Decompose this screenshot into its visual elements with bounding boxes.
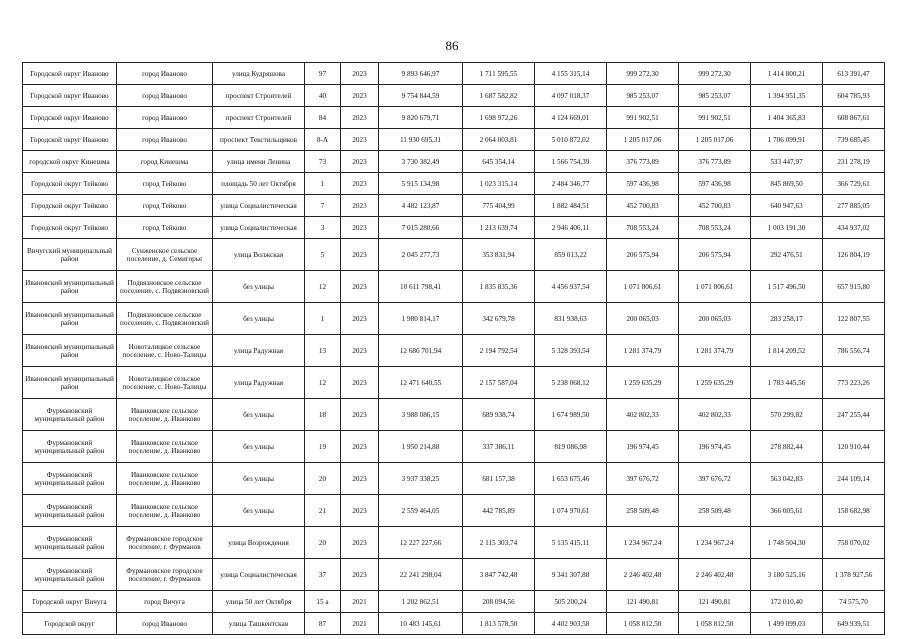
amount-col5-cell: 1 205 017,06 [679,129,751,151]
amount-col6-cell: 1 394 951,35 [751,85,823,107]
amount-col3-cell: 2 946 406,11 [535,217,607,239]
amount-col7-cell: 244 109,14 [823,463,885,495]
house-number-cell: 7 [305,195,341,217]
municipality-cell: Городской округ Иваново [23,107,117,129]
amount-total-cell: 11 930 695,31 [379,129,463,151]
municipality-cell: городской округ Кинешма [23,151,117,173]
amount-col3-cell: 831 938,63 [535,303,607,335]
amount-col7-cell: 120 910,44 [823,431,885,463]
street-cell: проспект Строителей [213,85,305,107]
amount-col4-cell: 121 490,81 [607,591,679,613]
year-cell: 2023 [341,63,379,85]
amount-col7-cell: 366 729,61 [823,173,885,195]
amount-col5-cell: 1 234 967,24 [679,527,751,559]
amount-col5-cell: 1 259 635,29 [679,367,751,399]
amount-col5-cell: 206 575,94 [679,239,751,271]
amount-col2-cell: 1 687 582,82 [463,85,535,107]
amount-col3-cell: 5 238 068,12 [535,367,607,399]
table-row [23,335,885,367]
settlement-cell: город Тейково [117,173,213,195]
amount-col2-cell: 208 094,56 [463,591,535,613]
house-number-cell: 87 [305,613,341,635]
settlement-cell: город Иваново [117,613,213,635]
amount-col7-cell: 434 937,02 [823,217,885,239]
year-cell: 2023 [341,399,379,431]
amount-col7-cell: 649 939,51 [823,613,885,635]
table-row [23,431,885,463]
table-row [23,303,885,335]
amount-total-cell: 3 988 086,15 [379,399,463,431]
street-cell: без улицы [213,495,305,527]
settlement-cell: Иванковское сельское поселение, д. Иванково [117,431,213,463]
amount-col7-cell: 608 867,61 [823,107,885,129]
street-cell: улица 50 лет Октября [213,591,305,613]
amount-col7-cell: 126 804,19 [823,239,885,271]
amount-total-cell: 1 950 214,88 [379,431,463,463]
amount-col6-cell: 1 783 445,56 [751,367,823,399]
amount-col6-cell: 563 042,83 [751,463,823,495]
amount-col2-cell: 442 785,89 [463,495,535,527]
amount-col3-cell: 2 484 346,77 [535,173,607,195]
settlement-cell: Подвязновское сельское поселение, с. Подвязновский [117,303,213,335]
amount-col4-cell: 196 974,45 [607,431,679,463]
table-row [23,63,885,85]
amount-col7-cell: 604 785,93 [823,85,885,107]
municipality-cell: Фурмановский муниципальный район [23,431,117,463]
year-cell: 2023 [341,431,379,463]
amount-col6-cell: 1 748 504,30 [751,527,823,559]
municipality-cell: Городской округ Тейково [23,173,117,195]
amount-col3-cell: 4 097 018,37 [535,85,607,107]
year-cell: 2023 [341,239,379,271]
amount-col3-cell: 4 456 937,54 [535,271,607,303]
settlement-cell: Новоталицкое сельское поселение, с. Ново-Талицы [117,335,213,367]
house-number-cell: 37 [305,559,341,591]
amount-col6-cell: 172 010,40 [751,591,823,613]
amount-col5-cell: 452 700,83 [679,195,751,217]
amount-col4-cell: 1 259 635,29 [607,367,679,399]
table-row [23,367,885,399]
amount-col5-cell: 1 071 806,61 [679,271,751,303]
municipality-cell: Фурмановский муниципальный район [23,495,117,527]
amount-total-cell: 3 730 382,49 [379,151,463,173]
amount-col2-cell: 342 679,78 [463,303,535,335]
settlement-cell: Иванковское сельское поселение, д. Иванково [117,399,213,431]
amount-col2-cell: 689 938,74 [463,399,535,431]
amount-col4-cell: 1 071 806,61 [607,271,679,303]
year-cell: 2023 [341,495,379,527]
table-row [23,613,885,635]
amount-col3-cell: 1 882 484,51 [535,195,607,217]
house-number-cell: 19 [305,431,341,463]
street-cell: без улицы [213,271,305,303]
table-row [23,151,885,173]
year-cell: 2023 [341,367,379,399]
amount-col5-cell: 708 553,24 [679,217,751,239]
table-row [23,107,885,129]
street-cell: площадь 50 лет Октября [213,173,305,195]
amount-total-cell: 4 482 123,87 [379,195,463,217]
amount-col5-cell: 597 436,98 [679,173,751,195]
street-cell: проспект Текстильщиков [213,129,305,151]
house-number-cell: 1 [305,173,341,195]
settlement-cell: город Вичуга [117,591,213,613]
amount-total-cell: 2 045 277,73 [379,239,463,271]
amount-col7-cell: 739 685,45 [823,129,885,151]
year-cell: 2023 [341,195,379,217]
amount-total-cell: 9 820 679,71 [379,107,463,129]
street-cell: улица Социалистическая [213,559,305,591]
year-cell: 2023 [341,527,379,559]
amount-col7-cell: 613 391,47 [823,63,885,85]
table-row [23,271,885,303]
amount-col2-cell: 645 354,14 [463,151,535,173]
amount-col5-cell: 402 802,33 [679,399,751,431]
amount-col4-cell: 1 281 374,79 [607,335,679,367]
street-cell: улица Радужная [213,367,305,399]
municipality-cell: Ивановский муниципальный район [23,303,117,335]
municipality-cell: Городской округ Иваново [23,129,117,151]
table-row [23,591,885,613]
settlement-cell: Фурмановское городское поселение, г. Фурманов [117,559,213,591]
table-row [23,463,885,495]
amount-col6-cell: 278 882,44 [751,431,823,463]
street-cell: без улицы [213,463,305,495]
amount-col3-cell: 4 124 669,01 [535,107,607,129]
settlement-cell: город Иваново [117,129,213,151]
amount-total-cell: 9 754 844,59 [379,85,463,107]
amount-total-cell: 12 471 640,55 [379,367,463,399]
amount-total-cell: 12 686 701,94 [379,335,463,367]
year-cell: 2021 [341,613,379,635]
year-cell: 2023 [341,129,379,151]
house-number-cell: 15 а [305,591,341,613]
amount-col4-cell: 991 902,51 [607,107,679,129]
amount-col6-cell: 640 947,63 [751,195,823,217]
amount-col3-cell: 9 341 307,88 [535,559,607,591]
amount-col7-cell: 158 682,98 [823,495,885,527]
street-cell: проспект Строителей [213,107,305,129]
street-cell: улица Социалистическая [213,217,305,239]
amount-col4-cell: 597 436,98 [607,173,679,195]
amount-col7-cell: 231 278,19 [823,151,885,173]
amount-col3-cell: 5 135 415,11 [535,527,607,559]
amount-total-cell: 10 611 798,41 [379,271,463,303]
amount-col5-cell: 121 490,81 [679,591,751,613]
amount-col6-cell: 292 476,51 [751,239,823,271]
street-cell: улица Радужная [213,335,305,367]
street-cell: улица Ташкентская [213,613,305,635]
amount-col5-cell: 196 974,45 [679,431,751,463]
amount-col6-cell: 1 404 365,83 [751,107,823,129]
amount-col7-cell: 657 915,80 [823,271,885,303]
amount-col6-cell: 1 814 209,52 [751,335,823,367]
table-body [23,63,885,635]
settlement-cell: Фурмановское городское поселение, г. Фурманов [117,527,213,559]
amount-col2-cell: 353 831,94 [463,239,535,271]
amount-col7-cell: 1 378 927,56 [823,559,885,591]
year-cell: 2023 [341,85,379,107]
municipality-cell: Фурмановский муниципальный район [23,527,117,559]
amount-total-cell: 1 980 814,17 [379,303,463,335]
amount-col4-cell: 1 058 812,50 [607,613,679,635]
amount-col5-cell: 397 676,72 [679,463,751,495]
house-number-cell: 1 [305,303,341,335]
amount-col4-cell: 1 234 967,24 [607,527,679,559]
amount-col7-cell: 277 885,05 [823,195,885,217]
year-cell: 2021 [341,591,379,613]
amount-col2-cell: 2 115 303,74 [463,527,535,559]
municipality-cell: Фурмановский муниципальный район [23,463,117,495]
house-number-cell: 20 [305,463,341,495]
amount-col5-cell: 258 509,48 [679,495,751,527]
amount-col4-cell: 985 253,07 [607,85,679,107]
amount-col5-cell: 1 281 374,79 [679,335,751,367]
amount-total-cell: 12 227 227,66 [379,527,463,559]
amount-col5-cell: 999 272,30 [679,63,751,85]
amount-col2-cell: 1 698 972,26 [463,107,535,129]
amount-col2-cell: 1 213 639,74 [463,217,535,239]
amount-col2-cell: 681 157,38 [463,463,535,495]
amount-col2-cell: 2 194 792,54 [463,335,535,367]
settlement-cell: Иванковское сельское поселение, д. Иванково [117,495,213,527]
settlement-cell: город Кинешма [117,151,213,173]
table-row [23,239,885,271]
amount-col2-cell: 2 064 003,81 [463,129,535,151]
amount-col3-cell: 1 566 754,39 [535,151,607,173]
house-number-cell: 21 [305,495,341,527]
street-cell: улица Возрождения [213,527,305,559]
amount-col2-cell: 2 157 587,04 [463,367,535,399]
amount-col4-cell: 206 575,94 [607,239,679,271]
amount-col7-cell: 247 255,44 [823,399,885,431]
year-cell: 2023 [341,217,379,239]
amount-total-cell: 5 915 134,98 [379,173,463,195]
table-row [23,173,885,195]
house-number-cell: 73 [305,151,341,173]
table-row [23,527,885,559]
house-number-cell: 20 [305,527,341,559]
amount-col2-cell: 775 404,99 [463,195,535,217]
settlement-cell: город Тейково [117,195,213,217]
amount-col5-cell: 985 253,07 [679,85,751,107]
amount-col2-cell: 3 847 742,48 [463,559,535,591]
amount-col5-cell: 376 773,89 [679,151,751,173]
amount-col6-cell: 3 180 525,16 [751,559,823,591]
amount-total-cell: 10 483 145,61 [379,613,463,635]
year-cell: 2023 [341,173,379,195]
amount-col4-cell: 397 676,72 [607,463,679,495]
municipality-cell: Ивановский муниципальный район [23,367,117,399]
house-number-cell: 84 [305,107,341,129]
amount-col4-cell: 2 246 402,48 [607,559,679,591]
table-row [23,129,885,151]
municipality-cell: Городской округ Иваново [23,63,117,85]
amount-col7-cell: 758 070,02 [823,527,885,559]
amount-col3-cell: 5 010 872,02 [535,129,607,151]
street-cell: улица имени Ленина [213,151,305,173]
year-cell: 2023 [341,303,379,335]
settlement-cell: Иванковское сельское поселение, д. Иванково [117,463,213,495]
amount-col3-cell: 819 086,98 [535,431,607,463]
amount-col2-cell: 337 386,11 [463,431,535,463]
municipality-cell: Городской округ Иваново [23,85,117,107]
amount-col4-cell: 999 272,30 [607,63,679,85]
table-row [23,399,885,431]
house-number-cell: 40 [305,85,341,107]
house-number-cell: 13 [305,335,341,367]
amount-col6-cell: 1 499 099,03 [751,613,823,635]
table-row [23,195,885,217]
year-cell: 2023 [341,559,379,591]
table-row [23,495,885,527]
street-cell: без улицы [213,303,305,335]
amount-col3-cell: 1 074 970,61 [535,495,607,527]
settlement-cell: город Иваново [117,85,213,107]
municipality-cell: Городской округ Вичуга [23,591,117,613]
amount-col7-cell: 122 807,55 [823,303,885,335]
amount-col3-cell: 5 328 393,54 [535,335,607,367]
table-row [23,85,885,107]
year-cell: 2023 [341,151,379,173]
municipality-cell: Городской округ Тейково [23,217,117,239]
amount-total-cell: 2 559 464,05 [379,495,463,527]
settlement-cell: Сунженское сельское поселение, д. Семигорье [117,239,213,271]
settlement-cell: город Иваново [117,63,213,85]
amount-col4-cell: 200 065,03 [607,303,679,335]
street-cell: улица Кудряшова [213,63,305,85]
year-cell: 2023 [341,335,379,367]
amount-col2-cell: 1 023 315,14 [463,173,535,195]
street-cell: без улицы [213,399,305,431]
table-row [23,559,885,591]
amount-col4-cell: 708 553,24 [607,217,679,239]
year-cell: 2023 [341,271,379,303]
amount-total-cell: 9 893 646,97 [379,63,463,85]
settlement-cell: Новоталицкое сельское поселение, с. Ново-Талицы [117,367,213,399]
amount-col6-cell: 570 299,82 [751,399,823,431]
amount-col6-cell: 1 003 191,30 [751,217,823,239]
amount-col4-cell: 1 205 017,06 [607,129,679,151]
house-number-cell: 12 [305,271,341,303]
house-number-cell: 12 [305,367,341,399]
amount-col4-cell: 258 509,48 [607,495,679,527]
house-number-cell: 97 [305,63,341,85]
amount-col6-cell: 366 005,61 [751,495,823,527]
amount-col6-cell: 1 706 099,91 [751,129,823,151]
amount-col3-cell: 1 674 989,50 [535,399,607,431]
municipality-cell: Фурмановский муниципальный район [23,399,117,431]
amount-col2-cell: 1 711 595,55 [463,63,535,85]
house-number-cell: 8-А [305,129,341,151]
amount-col4-cell: 402 802,33 [607,399,679,431]
house-number-cell: 3 [305,217,341,239]
amount-col6-cell: 1 517 496,50 [751,271,823,303]
amount-col4-cell: 376 773,89 [607,151,679,173]
settlement-cell: Подвязновское сельское поселение, с. Подвязновский [117,271,213,303]
street-cell: без улицы [213,431,305,463]
year-cell: 2023 [341,107,379,129]
amount-col2-cell: 1 835 835,36 [463,271,535,303]
amount-col6-cell: 533 447,97 [751,151,823,173]
municipality-cell: Городской округ Тейково [23,195,117,217]
amount-col5-cell: 1 058 812,50 [679,613,751,635]
amount-col3-cell: 4 402 903,58 [535,613,607,635]
amount-col5-cell: 2 246 402,48 [679,559,751,591]
amount-total-cell: 22 241 298,04 [379,559,463,591]
amount-col7-cell: 773 223,26 [823,367,885,399]
amount-col5-cell: 991 902,51 [679,107,751,129]
amount-col5-cell: 200 065,03 [679,303,751,335]
amount-col4-cell: 452 700,83 [607,195,679,217]
table-row [23,217,885,239]
settlement-cell: город Иваново [117,107,213,129]
year-cell: 2023 [341,463,379,495]
amount-col7-cell: 74 575,70 [823,591,885,613]
amount-col3-cell: 859 013,22 [535,239,607,271]
page-number: 86 [445,38,459,53]
settlement-cell: город Тейково [117,217,213,239]
municipality-cell: Ивановский муниципальный район [23,271,117,303]
housing-repair-table [22,62,885,635]
municipality-cell: Фурмановский муниципальный район [23,559,117,591]
amount-col2-cell: 1 813 578,50 [463,613,535,635]
amount-total-cell: 3 937 338,25 [379,463,463,495]
amount-total-cell: 1 202 862,51 [379,591,463,613]
amount-col7-cell: 786 556,74 [823,335,885,367]
amount-col6-cell: 845 869,50 [751,173,823,195]
amount-col3-cell: 505 200,24 [535,591,607,613]
municipality-cell: Городской округ [23,613,117,635]
amount-total-cell: 7 015 280,66 [379,217,463,239]
house-number-cell: 5 [305,239,341,271]
municipality-cell: Ивановский муниципальный район [23,335,117,367]
street-cell: улица Социалистическая [213,195,305,217]
amount-col6-cell: 1 414 800,21 [751,63,823,85]
amount-col3-cell: 4 155 315,14 [535,63,607,85]
house-number-cell: 18 [305,399,341,431]
municipality-cell: Вичугский муниципальный район [23,239,117,271]
street-cell: улица Волжская [213,239,305,271]
amount-col6-cell: 283 258,17 [751,303,823,335]
amount-col3-cell: 1 653 675,46 [535,463,607,495]
